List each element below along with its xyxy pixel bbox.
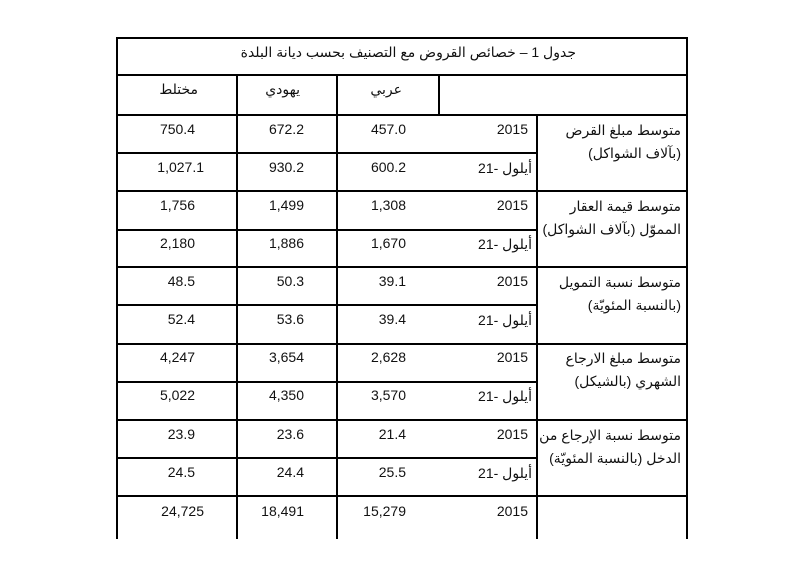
period-cell: 2015: [496, 503, 528, 519]
row-label-line2: المموّل (بآلاف الشواكل): [542, 221, 681, 237]
value-mixed: 1,756: [159, 197, 195, 213]
table-border-left: [116, 37, 118, 539]
period-cell: أيلول -21: [478, 236, 532, 252]
value-mixed: 52.4: [167, 311, 195, 327]
value-jewish: 930.2: [268, 159, 304, 175]
header-jewish: يهودي: [265, 81, 300, 97]
period-cell: 2015: [496, 121, 528, 137]
value-arab: 25.5: [378, 464, 406, 480]
row-label-line1: متوسط نسبة التمويل: [558, 274, 681, 290]
value-jewish: 23.6: [276, 426, 304, 442]
value-arab: 3,570: [370, 387, 406, 403]
row-label-line2: الدخل (بالنسبة المئويّة): [549, 450, 681, 466]
value-jewish: 50.3: [276, 273, 304, 289]
col-divider-period-label: [536, 114, 538, 539]
table-title: جدول 1 – خصائص القروض مع التصنيف بحسب ديانة البلدة: [240, 44, 576, 60]
header-row-divider: [116, 114, 688, 116]
value-mixed: 23.9: [167, 426, 195, 442]
value-arab: 39.4: [378, 311, 406, 327]
value-arab: 1,308: [370, 197, 406, 213]
value-arab: 21.4: [378, 426, 406, 442]
table-border-right: [686, 37, 688, 539]
table-border-top: [116, 37, 688, 39]
value-mixed: 4,247: [159, 349, 195, 365]
value-mixed: 1,027.1: [157, 159, 204, 175]
value-jewish: 672.2: [268, 121, 304, 137]
group-divider-1: [116, 190, 688, 192]
header-arab: عربي: [370, 81, 402, 97]
value-arab: 2,628: [370, 349, 406, 365]
sub-divider-3: [116, 304, 538, 306]
value-mixed: 24,725: [161, 503, 204, 519]
col-divider-mixed-jewish: [236, 74, 238, 539]
col-divider-jewish-arab: [336, 74, 338, 539]
period-cell: أيلول -21: [478, 388, 532, 404]
value-mixed: 48.5: [167, 273, 195, 289]
value-jewish: 53.6: [276, 311, 304, 327]
row-label-line1: متوسط مبلغ القرض: [565, 122, 681, 138]
value-jewish: 1,886: [268, 235, 304, 251]
value-mixed: 2,180: [159, 235, 195, 251]
value-jewish: 3,654: [268, 349, 304, 365]
period-cell: 2015: [496, 426, 528, 442]
row-label-line1: متوسط نسبة الإرجاع من: [539, 427, 681, 443]
value-jewish: 18,491: [261, 503, 304, 519]
period-cell: 2015: [496, 349, 528, 365]
group-divider-2: [116, 266, 688, 268]
sub-divider-4: [116, 381, 538, 383]
row-label-line2: الشهري (بالشيكل): [574, 373, 681, 389]
value-arab: 39.1: [378, 273, 406, 289]
sub-divider-5: [116, 457, 538, 459]
period-cell: 2015: [496, 273, 528, 289]
col-divider-arab-period: [438, 74, 440, 114]
row-label-line2: (بالنسبة المئويّة): [587, 297, 681, 313]
group-divider-3: [116, 343, 688, 345]
value-arab: 1,670: [370, 235, 406, 251]
value-jewish: 24.4: [276, 464, 304, 480]
sub-divider-2: [116, 229, 538, 231]
group-divider-4: [116, 419, 688, 421]
value-arab: 600.2: [370, 159, 406, 175]
row-label-line2: (بآلاف الشواكل): [588, 145, 681, 161]
value-mixed: 750.4: [159, 121, 195, 137]
period-cell: أيلول -21: [478, 465, 532, 481]
value-arab: 15,279: [363, 503, 406, 519]
row-label-line1: متوسط قيمة العقار: [569, 198, 681, 214]
value-jewish: 1,499: [268, 197, 304, 213]
header-mixed: مختلط: [159, 81, 198, 97]
period-cell: 2015: [496, 197, 528, 213]
value-mixed: 5,022: [159, 387, 195, 403]
period-cell: أيلول -21: [478, 160, 532, 176]
period-cell: أيلول -21: [478, 312, 532, 328]
row-label-line1: متوسط مبلغ الارجاع: [565, 350, 681, 366]
value-jewish: 4,350: [268, 387, 304, 403]
sub-divider-1: [116, 152, 538, 154]
title-row-divider: [116, 74, 688, 76]
group-divider-5: [116, 495, 688, 497]
value-mixed: 24.5: [167, 464, 195, 480]
value-arab: 457.0: [370, 121, 406, 137]
